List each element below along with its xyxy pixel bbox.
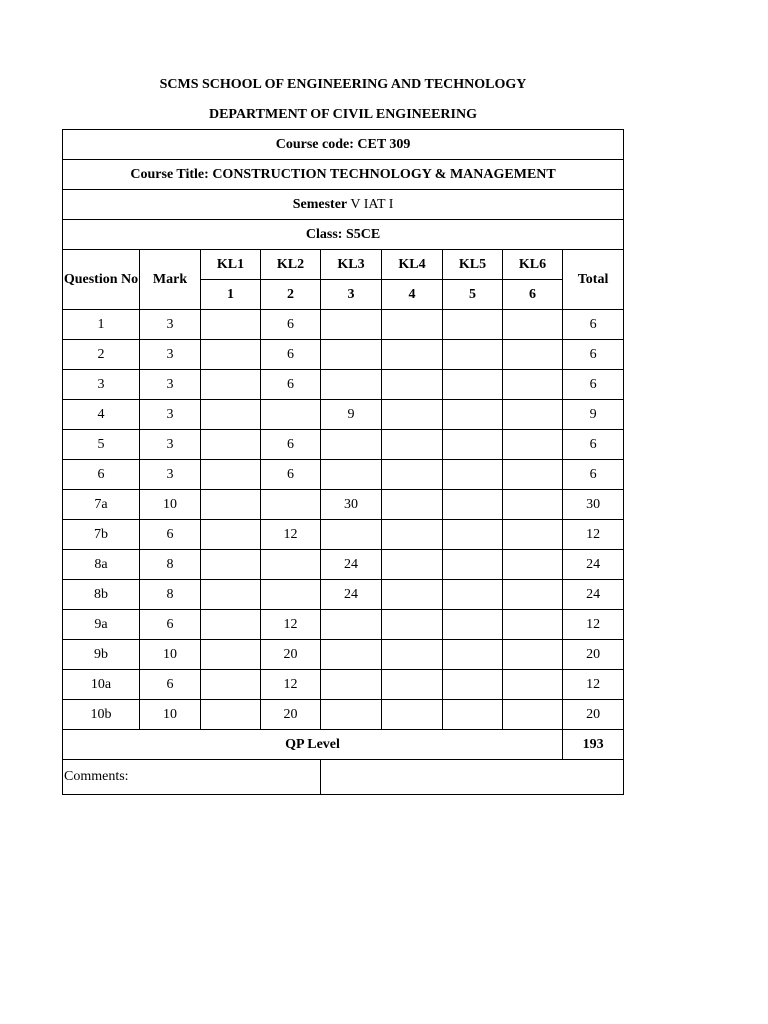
kl3-cell bbox=[321, 520, 382, 550]
table-row bbox=[63, 580, 624, 610]
qp-level-label: QP Level bbox=[63, 730, 563, 760]
qp-level-value: 193 bbox=[563, 730, 624, 760]
table-row bbox=[63, 520, 624, 550]
kl1-number: 1 bbox=[201, 280, 261, 310]
kl2-cell: 6 bbox=[261, 310, 321, 340]
table-row bbox=[63, 550, 624, 580]
question-no-cell: 6 bbox=[63, 460, 140, 490]
kl4-cell bbox=[382, 370, 443, 400]
kl3-cell: 24 bbox=[321, 550, 382, 580]
kl3-cell bbox=[321, 610, 382, 640]
kl5-cell bbox=[443, 520, 503, 550]
course-code: Course code: CET 309 bbox=[63, 130, 624, 160]
kl6-cell bbox=[503, 550, 563, 580]
class-label: Class: S5CE bbox=[63, 220, 624, 250]
total-cell: 6 bbox=[563, 460, 624, 490]
kl3-header: KL3 bbox=[321, 250, 382, 280]
table-row bbox=[63, 310, 624, 340]
kl6-header: KL6 bbox=[503, 250, 563, 280]
total-header: Total bbox=[563, 250, 624, 310]
kl2-cell: 6 bbox=[261, 340, 321, 370]
question-no-header: Question No bbox=[63, 250, 140, 310]
question-no-cell: 5 bbox=[63, 430, 140, 460]
question-no-cell: 8b bbox=[63, 580, 140, 610]
total-cell: 20 bbox=[563, 700, 624, 730]
total-cell: 6 bbox=[563, 340, 624, 370]
table-row bbox=[63, 670, 624, 700]
kl4-cell bbox=[382, 490, 443, 520]
question-no-cell: 10b bbox=[63, 700, 140, 730]
kl5-cell bbox=[443, 580, 503, 610]
kl3-number: 3 bbox=[321, 280, 382, 310]
kl5-cell bbox=[443, 340, 503, 370]
kl2-cell: 6 bbox=[261, 460, 321, 490]
kl2-cell: 12 bbox=[261, 520, 321, 550]
mark-cell: 10 bbox=[140, 490, 201, 520]
kl5-cell bbox=[443, 430, 503, 460]
kl5-number: 5 bbox=[443, 280, 503, 310]
table-row bbox=[63, 700, 624, 730]
kl5-cell bbox=[443, 640, 503, 670]
question-no-cell: 3 bbox=[63, 370, 140, 400]
table-row bbox=[63, 640, 624, 670]
kl1-header: KL1 bbox=[201, 250, 261, 280]
question-no-cell: 9b bbox=[63, 640, 140, 670]
course-title-label: Course Title: bbox=[130, 166, 209, 182]
comments-field bbox=[321, 760, 624, 795]
kl4-cell bbox=[382, 640, 443, 670]
kl3-cell bbox=[321, 310, 382, 340]
kl6-cell bbox=[503, 460, 563, 490]
mark-cell: 6 bbox=[140, 610, 201, 640]
kl5-cell bbox=[443, 310, 503, 340]
kl2-cell bbox=[261, 490, 321, 520]
course-title-cell bbox=[63, 160, 624, 190]
question-no-cell: 1 bbox=[63, 310, 140, 340]
kl6-number: 6 bbox=[503, 280, 563, 310]
kl1-cell bbox=[201, 610, 261, 640]
kl4-cell bbox=[382, 310, 443, 340]
semester-value: V IAT I bbox=[350, 196, 394, 212]
kl3-cell bbox=[321, 640, 382, 670]
kl6-cell bbox=[503, 640, 563, 670]
question-no-cell: 8a bbox=[63, 550, 140, 580]
table-row bbox=[63, 460, 624, 490]
kl3-cell bbox=[321, 700, 382, 730]
question-no-cell: 9a bbox=[63, 610, 140, 640]
kl2-cell: 20 bbox=[261, 640, 321, 670]
mark-cell: 3 bbox=[140, 310, 201, 340]
semester-label: Semester bbox=[292, 196, 348, 212]
kl6-cell bbox=[503, 670, 563, 700]
total-cell: 12 bbox=[563, 670, 624, 700]
kl1-cell bbox=[201, 460, 261, 490]
kl1-cell bbox=[201, 490, 261, 520]
kl3-cell bbox=[321, 370, 382, 400]
kl2-cell bbox=[261, 550, 321, 580]
mark-cell: 10 bbox=[140, 700, 201, 730]
kl1-cell bbox=[201, 310, 261, 340]
table-row bbox=[63, 490, 624, 520]
comments-label: Comments: bbox=[63, 760, 321, 795]
kl6-cell bbox=[503, 370, 563, 400]
kl3-cell: 24 bbox=[321, 580, 382, 610]
total-cell: 6 bbox=[563, 310, 624, 340]
kl2-number: 2 bbox=[261, 280, 321, 310]
table-row bbox=[63, 430, 624, 460]
kl2-cell: 20 bbox=[261, 700, 321, 730]
mark-cell: 6 bbox=[140, 670, 201, 700]
kl1-cell bbox=[201, 400, 261, 430]
kl6-cell bbox=[503, 310, 563, 340]
kl5-cell bbox=[443, 610, 503, 640]
kl1-cell bbox=[201, 580, 261, 610]
kl3-cell bbox=[321, 670, 382, 700]
kl3-cell: 9 bbox=[321, 400, 382, 430]
kl1-cell bbox=[201, 670, 261, 700]
total-cell: 12 bbox=[563, 520, 624, 550]
course-title-value: CONSTRUCTION TECHNOLOGY & MANAGEMENT bbox=[212, 166, 556, 182]
kl4-cell bbox=[382, 520, 443, 550]
kl4-cell bbox=[382, 670, 443, 700]
school-title: SCMS SCHOOL OF ENGINEERING AND TECHNOLOGY bbox=[159, 77, 527, 92]
department-title: DEPARTMENT OF CIVIL ENGINEERING bbox=[208, 107, 477, 122]
mark-cell: 8 bbox=[140, 550, 201, 580]
kl6-cell bbox=[503, 340, 563, 370]
kl2-cell bbox=[261, 580, 321, 610]
kl1-cell bbox=[201, 550, 261, 580]
kl2-header: KL2 bbox=[261, 250, 321, 280]
kl2-cell: 6 bbox=[261, 430, 321, 460]
kl3-cell bbox=[321, 340, 382, 370]
mark-cell: 3 bbox=[140, 400, 201, 430]
total-cell: 6 bbox=[563, 370, 624, 400]
kl6-cell bbox=[503, 520, 563, 550]
kl2-cell: 12 bbox=[261, 670, 321, 700]
total-cell: 6 bbox=[563, 430, 624, 460]
total-cell: 20 bbox=[563, 640, 624, 670]
question-no-cell: 4 bbox=[63, 400, 140, 430]
table-row bbox=[63, 340, 624, 370]
mark-cell: 10 bbox=[140, 640, 201, 670]
kl5-cell bbox=[443, 490, 503, 520]
kl1-cell bbox=[201, 640, 261, 670]
kl5-cell bbox=[443, 400, 503, 430]
question-no-cell: 10a bbox=[63, 670, 140, 700]
total-cell: 24 bbox=[563, 550, 624, 580]
kl1-cell bbox=[201, 370, 261, 400]
kl6-cell bbox=[503, 580, 563, 610]
mark-header: Mark bbox=[140, 250, 201, 310]
kl4-cell bbox=[382, 580, 443, 610]
kl5-cell bbox=[443, 700, 503, 730]
total-cell: 24 bbox=[563, 580, 624, 610]
kl1-cell bbox=[201, 340, 261, 370]
kl1-cell bbox=[201, 430, 261, 460]
mark-cell: 3 bbox=[140, 460, 201, 490]
kl2-cell: 6 bbox=[261, 370, 321, 400]
question-no-cell: 7a bbox=[63, 490, 140, 520]
kl2-cell: 12 bbox=[261, 610, 321, 640]
kl4-cell bbox=[382, 610, 443, 640]
kl2-cell bbox=[261, 400, 321, 430]
kl6-cell bbox=[503, 400, 563, 430]
kl4-cell bbox=[382, 400, 443, 430]
kl4-cell bbox=[382, 550, 443, 580]
question-no-cell: 2 bbox=[63, 340, 140, 370]
kl5-header: KL5 bbox=[443, 250, 503, 280]
mark-cell: 6 bbox=[140, 520, 201, 550]
kl6-cell bbox=[503, 490, 563, 520]
marks-distribution-table bbox=[62, 129, 624, 795]
kl5-cell bbox=[443, 370, 503, 400]
kl4-cell bbox=[382, 430, 443, 460]
table-row bbox=[63, 610, 624, 640]
kl3-cell: 30 bbox=[321, 490, 382, 520]
mark-cell: 3 bbox=[140, 430, 201, 460]
kl6-cell bbox=[503, 430, 563, 460]
table-row bbox=[63, 370, 624, 400]
kl4-number: 4 bbox=[382, 280, 443, 310]
kl4-header: KL4 bbox=[382, 250, 443, 280]
kl4-cell bbox=[382, 460, 443, 490]
kl5-cell bbox=[443, 550, 503, 580]
kl5-cell bbox=[443, 460, 503, 490]
kl3-cell bbox=[321, 430, 382, 460]
semester-cell bbox=[63, 190, 624, 220]
kl6-cell bbox=[503, 610, 563, 640]
mark-cell: 8 bbox=[140, 580, 201, 610]
total-cell: 9 bbox=[563, 400, 624, 430]
total-cell: 30 bbox=[563, 490, 624, 520]
kl1-cell bbox=[201, 520, 261, 550]
kl1-cell bbox=[201, 700, 261, 730]
kl6-cell bbox=[503, 700, 563, 730]
mark-cell: 3 bbox=[140, 340, 201, 370]
table-row bbox=[63, 400, 624, 430]
kl5-cell bbox=[443, 670, 503, 700]
mark-cell: 3 bbox=[140, 370, 201, 400]
total-cell: 12 bbox=[563, 610, 624, 640]
kl3-cell bbox=[321, 460, 382, 490]
kl4-cell bbox=[382, 700, 443, 730]
kl4-cell bbox=[382, 340, 443, 370]
question-no-cell: 7b bbox=[63, 520, 140, 550]
